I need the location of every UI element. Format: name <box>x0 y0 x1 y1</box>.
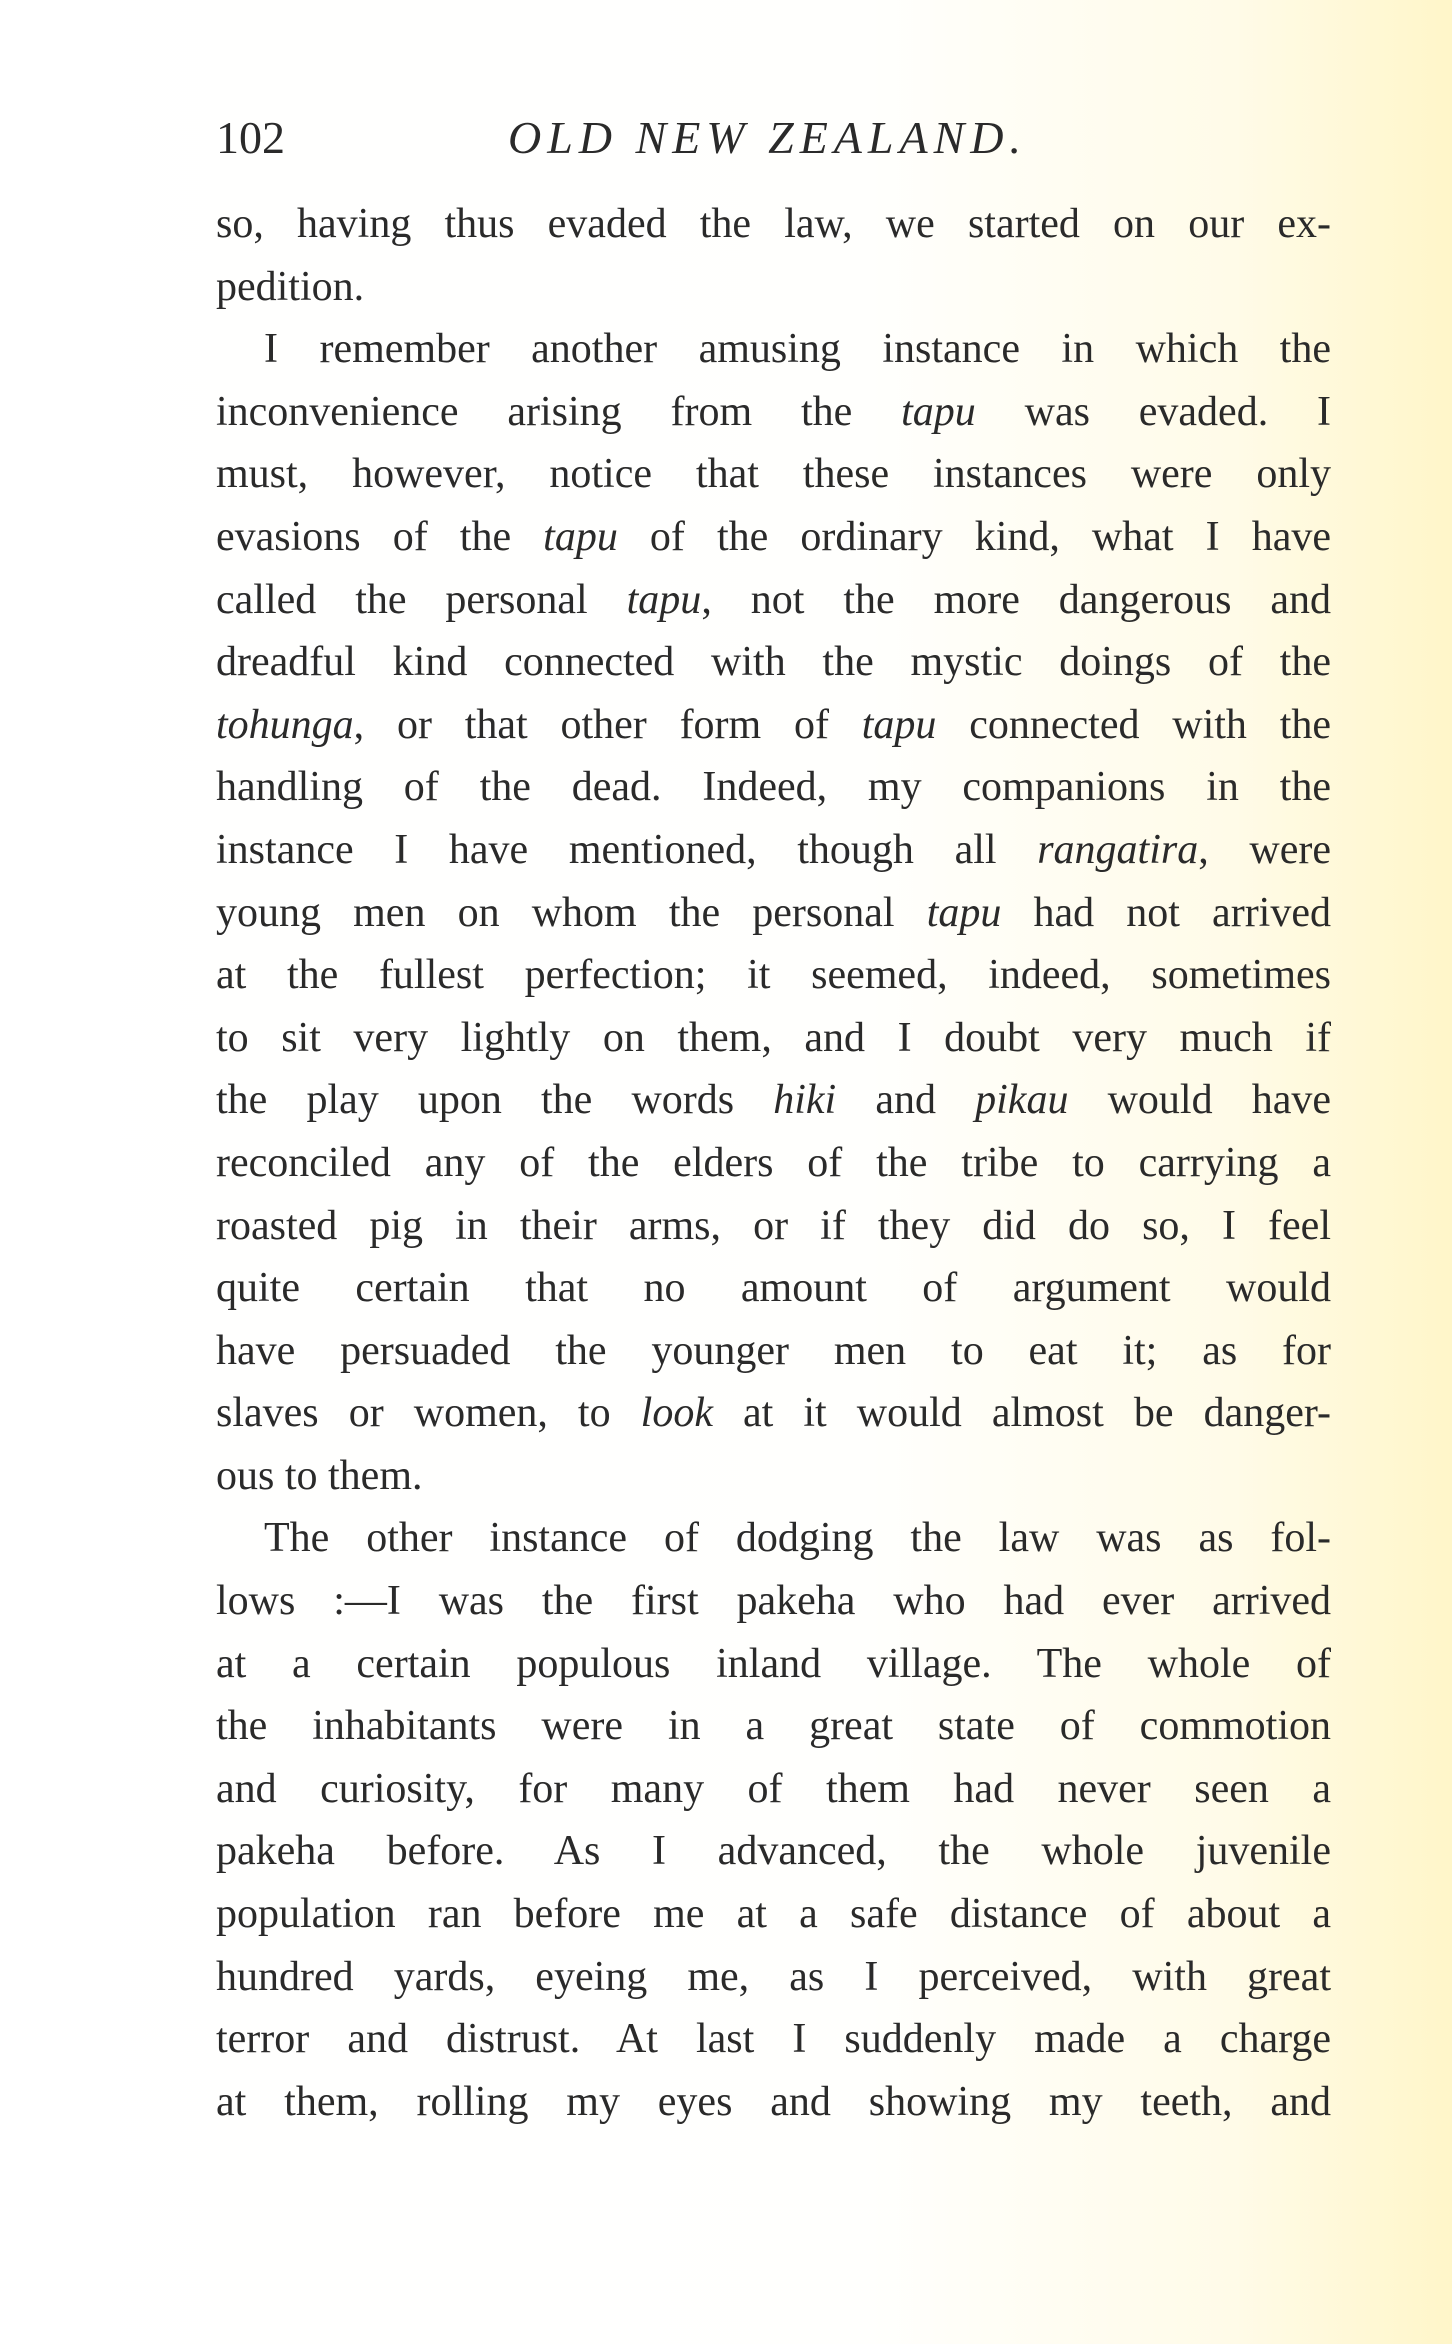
book-title: OLD NEW ZEALAND. <box>508 112 1027 163</box>
text-line: The other instance of dodging the law was as fol- <box>264 1515 1331 1562</box>
text-line: quite certain that no amount of argument would <box>216 1265 1331 1312</box>
text-line: called the personal tapu, not the more dangerous and <box>216 576 1331 623</box>
text-line: lows :—I was the first pakeha who had ever arrived <box>216 1578 1331 1625</box>
text-line: slaves or women, to look at it would almost be danger- <box>216 1390 1331 1437</box>
running-head <box>216 108 1331 168</box>
italic-term: tapu <box>861 701 937 748</box>
text-line: reconciled any of the elders of the tribe to carrying a <box>216 1139 1331 1186</box>
text-line: dreadful kind connected with the mystic doings of the <box>216 639 1331 686</box>
text-line: young men on whom the personal tapu had not arrived <box>216 889 1331 936</box>
text-line: I remember another amusing instance in which the <box>264 326 1331 373</box>
italic-term: tapu <box>626 576 702 623</box>
text-line: at the fullest perfection; it seemed, indeed, sometimes <box>216 952 1331 999</box>
text-line: evasions of the tapu of the ordinary kind, what I have <box>216 513 1331 560</box>
italic-term: tapu <box>901 388 976 435</box>
text-line: handling of the dead. Indeed, my companions in the <box>216 764 1331 811</box>
text-line: have persuaded the younger men to eat it; as for <box>216 1327 1331 1374</box>
text-line: instance I have mentioned, though all rangatira, were <box>216 826 1331 873</box>
page-number: 102 <box>216 112 285 163</box>
text-line: at them, rolling my eyes and showing my teeth, and <box>216 2078 1331 2125</box>
text-line: terror and distrust. At last I suddenly made a charge <box>216 2016 1331 2063</box>
italic-term: rangatira <box>1037 826 1199 873</box>
italic-term: hiki <box>773 1077 837 1124</box>
italic-term: tapu <box>926 889 1002 936</box>
text-line: the play upon the words hiki and pikau would have <box>216 1077 1331 1124</box>
text-line: population ran before me at a safe distance of about a <box>216 1891 1331 1938</box>
text-line: so, having thus evaded the law, we started on our ex- <box>216 201 1331 247</box>
text-line: pakeha before. As I advanced, the whole juvenile <box>216 1828 1331 1875</box>
text-line: pedition. <box>216 263 365 310</box>
text-line: must, however, notice that these instances were only <box>216 451 1331 498</box>
italic-term: tapu <box>543 513 618 560</box>
text-line: ous to them. <box>216 1452 423 1499</box>
text-line: to sit very lightly on them, and I doubt very much if <box>216 1014 1331 1061</box>
italic-term: tohunga <box>216 701 354 748</box>
text-line: hundred yards, eyeing me, as I perceived, with great <box>216 1953 1331 2000</box>
italic-term: look <box>640 1390 713 1437</box>
text-line: the inhabitants were in a great state of commotion <box>216 1703 1331 1750</box>
text-line: inconvenience arising from the tapu was evaded. I <box>216 388 1332 435</box>
text-line: roasted pig in their arms, or if they did do so, I feel <box>216 1202 1331 1249</box>
text-line: tohunga, or that other form of tapu connected with the <box>216 701 1332 748</box>
text-line: at a certain populous inland village. The whole of <box>216 1640 1331 1687</box>
text-line: and curiosity, for many of them had never seen a <box>216 1765 1331 1812</box>
italic-term: pikau <box>975 1077 1069 1124</box>
body-text <box>216 193 1331 2133</box>
